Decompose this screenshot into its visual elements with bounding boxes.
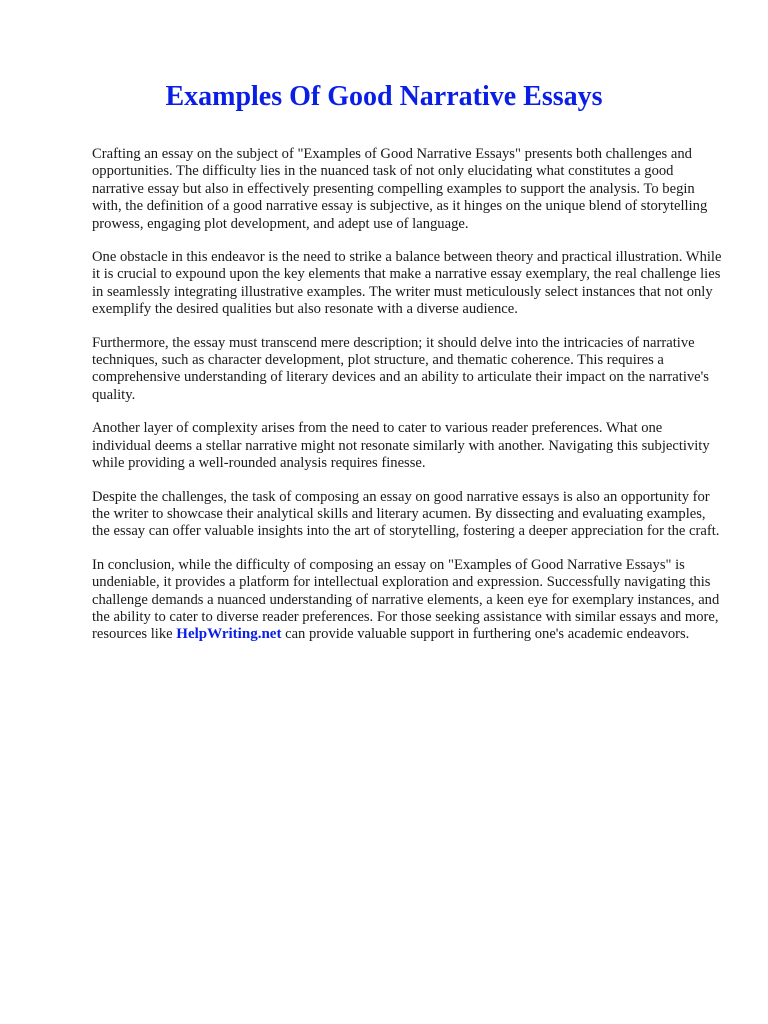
page-title: Examples Of Good Narrative Essays: [165, 81, 603, 112]
paragraph-3: Furthermore, the essay must transcend mere description; it should delve into the intricacies of narrative techniques, such as character development, plot structure, and thematic coherence. This requires a comprehensive understanding of literary devices and an ability to articulate their impact on the narrative's quality.: [92, 334, 709, 403]
paragraph-2: One obstacle in this endeavor is the need to strike a balance between theory and practical illustration. While it is crucial to expound upon the key elements that make a narrative essay exemplary, the real challenge lies in seamlessly integrating illustrative examples. The writer must meticulously select instances that not only exemplify the desired qualities but also resonate with a diverse audience.: [92, 249, 722, 318]
paragraph-5: Despite the challenges, the task of composing an essay on good narrative essays is also an opportunity for the writer to showcase their analytical skills and literary acumen. By dissecting and evaluating examples, the essay can offer valuable insights into the art of storytelling, fostering a deeper appreciation for the craft.: [92, 488, 720, 540]
paragraph-conclusion: [92, 557, 724, 644]
helpwriting-link[interactable]: HelpWriting.net: [176, 626, 282, 643]
conclusion-text-before-link: In conclusion, while the difficulty of composing an essay on "Examples of Good Narrative Essays" is undeniable, it provides a platform for intellectual exploration and expression. Successfully navigating this challenge demands a nuanced understanding of narrative elements, a keen eye for exemplary instances, and the ability to cater to diverse reader preferences. For those seeking assistance with similar essays and more, resources like: [92, 556, 720, 643]
conclusion-text-after-link: can provide valuable support in furthering one's academic endeavors.: [281, 626, 690, 643]
paragraph-1: Crafting an essay on the subject of "Examples of Good Narrative Essays" presents both challenges and opportunities. The difficulty lies in the nuanced task of not only elucidating what constitutes a good narrative essay but also in effectively presenting compelling examples to support the analysis. To begin with, the definition of a good narrative essay is subjective, as it hinges on the unique blend of storytelling prowess, engaging plot development, and adept use of language.: [92, 146, 708, 232]
paragraph-4: Another layer of complexity arises from the need to cater to various reader preferences. What one individual deems a stellar narrative might not resonate similarly with another. Navigating this subjectivity while providing a well-rounded analysis requires finesse.: [92, 420, 710, 472]
essay-body: [92, 146, 724, 660]
